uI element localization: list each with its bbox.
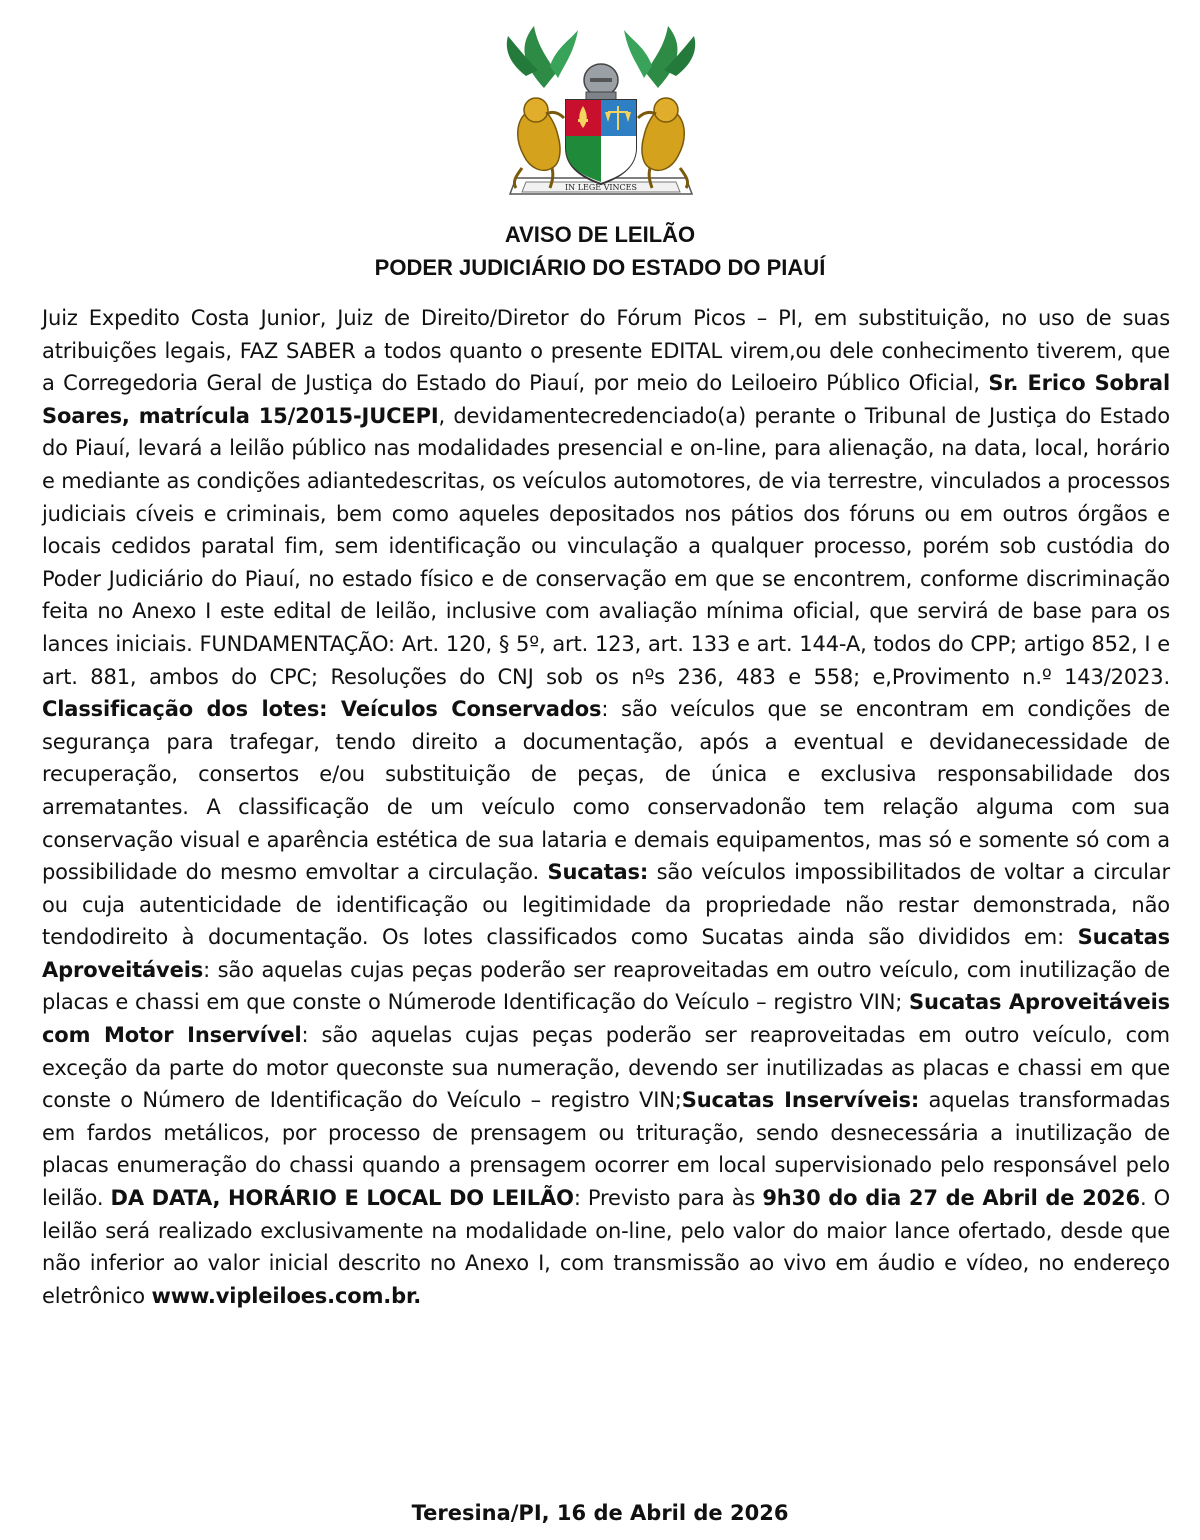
body-text: : são aquelas cujas peças poderão ser reaproveitadas em outro veículo, com inutilização de placas e chassi em que conste o Númerode Identificação do Veículo – registro VIN;	[42, 957, 1170, 1015]
auctioneer-name: Sr. Erico Sobral Soares, matrícula 15/2015-JUCEPI	[42, 371, 1170, 428]
sucatas-aproveitaveis-heading: Sucatas Aproveitáveis	[42, 925, 1170, 982]
svg-text:IN LEGE VINCES: IN LEGE VINCES	[564, 183, 638, 192]
notice-title: AVISO DE LEILÃO	[504, 222, 696, 247]
body-text: : são veículos que se encontram em condições de segurança para trafegar, tendo direito a documentação, após a eventual e devidanecessidade de recuperação, consertos e/ou substituição de peças, de única e exclusiva responsabilidade dos arrematantes. A classificação de um veículo como conservadonão tem relação alguma com sua conservação visual e aparência estética de sua lataria e demais equipamentos, mas só e somente só com a possibilidade do mesmo emvoltar a circulação.	[42, 697, 1170, 885]
sucatas-heading: Sucatas:	[547, 860, 649, 885]
notice-body	[42, 302, 1170, 1312]
body-text: aquelas transformadas em fardos metálicos, por processo de prensagem ou trituração, sendo desnecessária a inutilização de placas enumeração do chassi quando a prensagem ocorrer em local supervisionado pelo responsável pelo leilão.	[42, 1088, 1170, 1211]
sucatas-motor-inservivel-heading: Sucatas Aproveitáveis com Motor Inservível	[42, 990, 1170, 1048]
body-text: Juiz Expedito Costa Junior, Juiz de Direito/Diretor do Fórum Picos – PI, em substituição, no uso de suas atribuições legais, FAZ SABER a todos quanto o presente EDITAL virem,ou dele conhecimento tiverem, que a Corregedoria Geral de Justiça do Estado do Piauí, por meio do Leiloeiro Público Oficial,	[42, 306, 1170, 396]
sucatas-inserviveis-heading: Sucatas Inservíveis:	[681, 1088, 920, 1113]
date-time-location-heading: DA DATA, HORÁRIO E LOCAL DO LEILÃO	[110, 1186, 574, 1211]
body-text: . O leilão será realizado exclusivamente na modalidade on-line, pelo valor do maior lance ofertado, desde que não inferior ao valor inicial descrito no Anexo I, com transmissão ao vivo em áudio e vídeo, no endereço eletrônico	[42, 1186, 1171, 1308]
lot-classification-heading: Classificação dos lotes: Veículos Conservados	[42, 697, 602, 722]
body-text: são veículos impossibilitados de voltar a circular ou cuja autenticidade de identificação ou legitimidade da propriedade não restar demonstrada, não tendodireito à documentação. Os lotes classificados como Sucatas ainda são divididos em:	[42, 860, 1170, 950]
auction-datetime: 9h30 do dia 27 de Abril de 2026	[762, 1186, 1140, 1211]
coat-of-arms-icon	[486, 18, 716, 210]
notice-subtitle: PODER JUDICIÁRIO DO ESTADO DO PIAUÍ	[374, 255, 826, 280]
auction-website: www.vipleiloes.com.br.	[151, 1283, 422, 1308]
body-text: , devidamentecredenciado(a) perante o Tribunal de Justiça do Estado do Piauí, levará a leilão público nas modalidades presencial e on-line, para alienação, na data, local, horário e mediante as condições adiantedescritas, os veículos automotores, de via terrestre, vinculados a processos judiciais cíveis e criminais, bem como aqueles depositados nos pátios dos fóruns ou em outros órgãos e locais cedidos paratal fim, sem identificação ou vinculação a qualquer processo, porém sob custódia do Poder Judiciário do Piauí, no estado físico e de conservação em que se encontrem, conforme discriminação feita no Anexo I este edital de leilão, inclusive com avaliação mínima oficial, que servirá de base para os lances iniciais. FUNDAMENTAÇÃO: Art. 120, § 5º, art. 123, art. 133 e art. 144-A, todos do CPP; artigo 852, I e art. 881, ambos do CPC; Resoluções do CNJ sob os nºs 236, 483 e 558; e,Provimento n.º 143/2023.	[42, 403, 1171, 689]
place-and-date: Teresina/PI, 16 de Abril de 2026	[411, 1501, 789, 1525]
body-text: : são aquelas cujas peças poderão ser reaproveitadas em outro veículo, com exceção da parte do motor queconste sua numeração, devendo ser inutilizadas as placas e chassi em que conste o Número de Identificação do Veículo – registro VIN;	[42, 1023, 1170, 1113]
body-text: : Previsto para às	[573, 1186, 763, 1211]
